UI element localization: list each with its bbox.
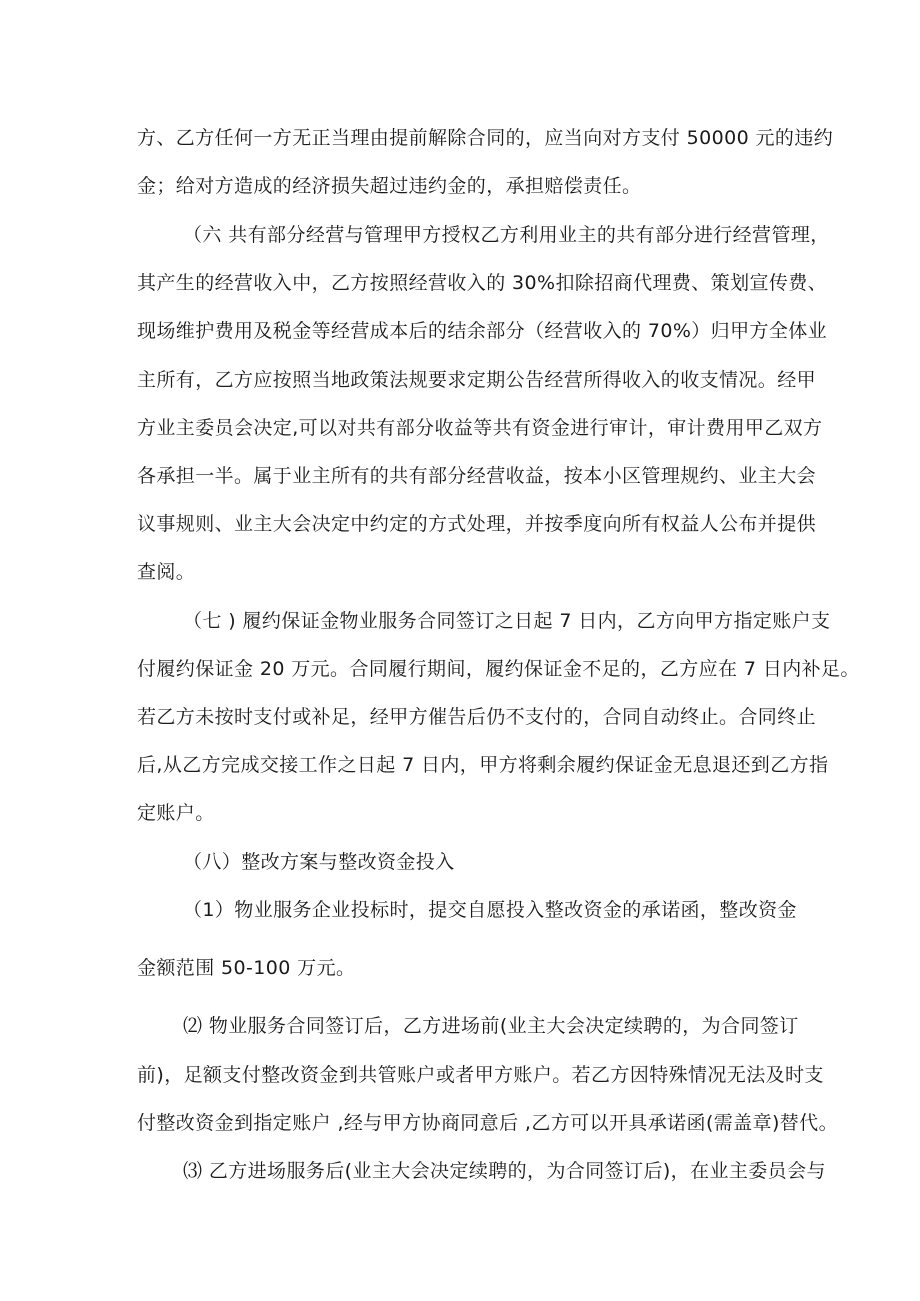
text-line: 方、乙方任何一方无正当理由提前解除合同的，应当向对方支付 50000 元的违约: [137, 127, 834, 149]
item-2-paragraph: ⑵ 物业服务合同签订后，乙方进场前(业主大会决定续聘的，为合同签订: [183, 1015, 799, 1037]
item-3-paragraph: ⑶ 乙方进场服务后(业主大会决定续聘的，为合同签订后)，在业主委员会与: [183, 1160, 826, 1182]
text-line: 其产生的经营收入中，乙方按照经营收入的 30%扣除招商代理费、策划宣传费、: [137, 272, 828, 294]
text-line: 若乙方未按时支付或补足，经甲方催告后仍不支付的，合同自动终止。合同终止: [137, 706, 817, 728]
text-line: 定账户。: [137, 802, 215, 824]
text-line: 金额范围 50-100 万元。: [137, 957, 356, 979]
text-line: 方业主委员会决定,可以对共有部分收益等共有资金进行审计，审计费用甲乙双方: [137, 417, 823, 439]
text-line: 前)，足额支付整改资金到共管账户或者甲方账户。若乙方因特殊情况无法及时支: [137, 1064, 824, 1086]
text-line: 议事规则、业主大会决定中约定的方式处理，并按季度向所有权益人公布并提供: [137, 513, 817, 535]
text-line: 主所有，乙方应按照当地政策法规要求定期公告经营所得收入的收支情况。经甲: [137, 369, 817, 391]
text-line: 付履约保证金 20 万元。合同履行期间，履约保证金不足的，乙方应在 7 日内补足。: [137, 658, 860, 680]
section-7-paragraph: （七 ) 履约保证金物业服务合同签订之日起 7 日内，乙方向甲方指定账户支: [183, 610, 831, 632]
section-8-heading: （八）整改方案与整改资金投入: [183, 851, 455, 873]
section-6-paragraph: （六 共有部分经营与管理甲方授权乙方利用业主的共有部分进行经营管理，: [183, 224, 830, 246]
text-line: 现场维护费用及税金等经营成本后的结余部分（经营收入的 70%）归甲方全体业: [137, 320, 828, 342]
text-line: 付整改资金到指定账户 ,经与甲方协商同意后 ,乙方可以开具承诺函(需盖章)替代。: [137, 1112, 838, 1134]
text-line: 查阅。: [137, 561, 196, 583]
text-line: 各承担一半。属于业主所有的共有部分经营收益，按本小区管理规约、业主大会: [137, 465, 817, 487]
text-line: 金；给对方造成的经济损失超过违约金的，承担赔偿责任。: [137, 175, 642, 197]
text-line: 后,从乙方完成交接工作之日起 7 日内，甲方将剩余履约保证金无息退还到乙方指: [137, 754, 829, 776]
item-1-paragraph: （1）物业服务企业投标时，提交自愿投入整改资金的承诺函，整改资金: [183, 899, 797, 921]
